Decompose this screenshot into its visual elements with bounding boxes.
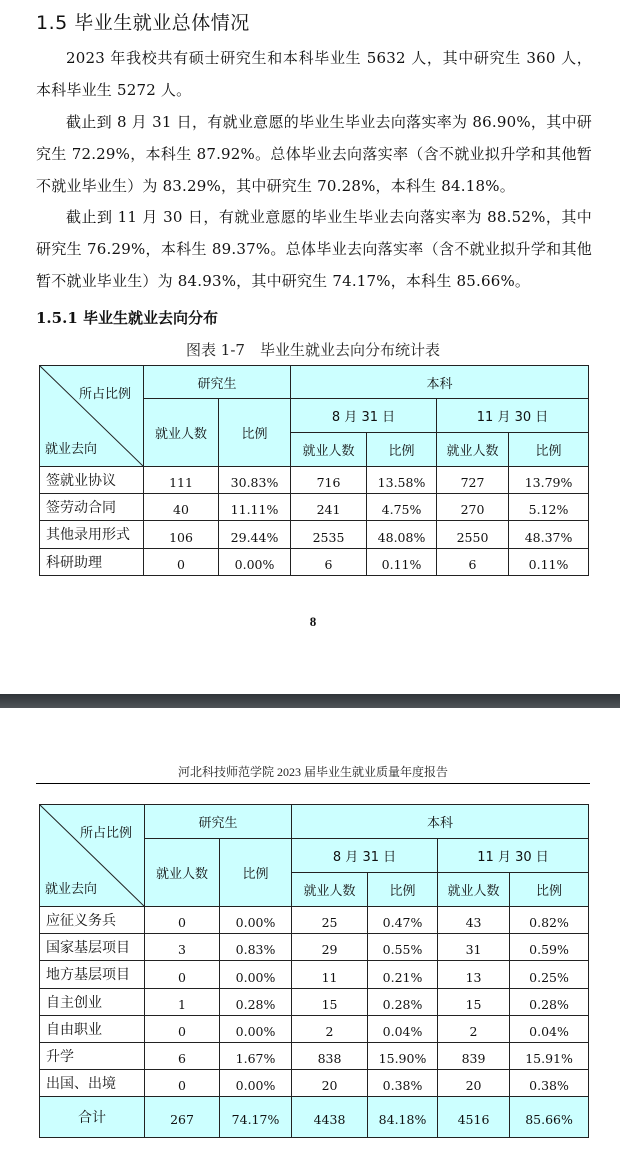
aug-count: 25 — [292, 907, 368, 934]
row-label: 自由职业 — [40, 1016, 145, 1043]
employment-destination-table-2 — [39, 804, 589, 1138]
page-divider — [0, 694, 620, 708]
nov-count: 15 — [438, 989, 510, 1016]
grad-count: 40 — [144, 494, 219, 521]
table-row — [40, 934, 589, 961]
nov-ratio: 0.04% — [510, 1016, 589, 1043]
table-row — [40, 549, 589, 576]
table-row — [40, 1016, 589, 1043]
header-date-aug31: 8 月 31 日 — [291, 399, 437, 433]
table-row — [40, 961, 589, 989]
nov-count: 13 — [438, 961, 510, 989]
header-nov-count: 就业人数 — [437, 433, 509, 467]
paragraph-aug31: 截止到 8 月 31 日，有就业意愿的毕业生毕业去向落实率为 86.90%，其中研究生 72.29%，本科生 87.92%。总体毕业去向落实率（含不就业拟升学和其他暂不就业毕业生）为 83.29%，其中研究生 70.28%，本科生 84.18%。 — [36, 113, 592, 195]
corner-ratio-label: 所占比例 — [78, 387, 131, 402]
table-row — [40, 1070, 589, 1097]
nov-ratio: 0.82% — [510, 907, 589, 934]
nov-ratio: 5.12% — [509, 494, 589, 521]
table-row — [40, 467, 589, 494]
grad-ratio: 0.00% — [220, 1016, 292, 1043]
nov-ratio: 0.11% — [509, 549, 589, 576]
grad-count: 0 — [145, 1016, 220, 1043]
total-label: 合计 — [40, 1097, 145, 1138]
nov-count: 6 — [437, 549, 509, 576]
total-nov-count: 4516 — [438, 1097, 510, 1138]
grad-count: 3 — [145, 934, 220, 961]
header-grad-ratio: 比例 — [220, 839, 292, 907]
nov-ratio: 0.59% — [510, 934, 589, 961]
corner-ratio-label: 所占比例 — [79, 826, 132, 841]
grad-ratio: 0.28% — [220, 989, 292, 1016]
header-aug-ratio: 比例 — [368, 873, 438, 907]
employment-destination-table-1 — [39, 365, 589, 576]
grad-count: 1 — [145, 989, 220, 1016]
aug-ratio: 4.75% — [367, 494, 437, 521]
total-grad-ratio: 74.17% — [220, 1097, 292, 1138]
nov-ratio: 0.28% — [510, 989, 589, 1016]
total-grad-count: 267 — [145, 1097, 220, 1138]
grad-ratio: 1.67% — [220, 1043, 292, 1070]
nov-count: 20 — [438, 1070, 510, 1097]
grad-ratio: 0.00% — [220, 1070, 292, 1097]
aug-ratio: 15.90% — [368, 1043, 438, 1070]
grad-count: 0 — [145, 961, 220, 989]
grad-count: 6 — [145, 1043, 220, 1070]
grad-count: 0 — [145, 1070, 220, 1097]
aug-count: 838 — [292, 1043, 368, 1070]
table-caption: 图表 1-7 毕业生就业去向分布统计表 — [186, 341, 440, 359]
page-number: 8 — [309, 614, 317, 629]
row-label: 其他录用形式 — [40, 521, 144, 549]
nov-count: 2 — [438, 1016, 510, 1043]
aug-count: 15 — [292, 989, 368, 1016]
row-label: 自主创业 — [40, 989, 145, 1016]
grad-count: 0 — [145, 907, 220, 934]
total-aug-count: 4438 — [292, 1097, 368, 1138]
grad-ratio: 0.00% — [219, 549, 291, 576]
table-row — [40, 521, 589, 549]
table-row — [40, 494, 589, 521]
group-header-grad: 研究生 — [145, 805, 292, 839]
aug-ratio: 0.21% — [368, 961, 438, 989]
aug-count: 2535 — [291, 521, 367, 549]
grad-count: 106 — [144, 521, 219, 549]
row-label: 出国、出境 — [40, 1070, 145, 1097]
header-grad-ratio: 比例 — [219, 399, 291, 467]
row-label: 签劳动合同 — [40, 494, 144, 521]
aug-ratio: 48.08% — [367, 521, 437, 549]
aug-ratio: 0.28% — [368, 989, 438, 1016]
paragraph-nov30: 截止到 11 月 30 日，有就业意愿的毕业生毕业去向落实率为 88.52%，其中研究生 76.29%，本科生 89.37%。总体毕业去向落实率（含不就业拟升学和其他暂不就业毕业生）为 84.93%，其中研究生 74.17%，本科生 85.66%。 — [36, 208, 592, 290]
grad-ratio: 30.83% — [219, 467, 291, 494]
aug-count: 29 — [292, 934, 368, 961]
row-label: 签就业协议 — [40, 467, 144, 494]
header-nov-ratio: 比例 — [509, 433, 589, 467]
nov-count: 270 — [437, 494, 509, 521]
grad-ratio: 29.44% — [219, 521, 291, 549]
header-aug-ratio: 比例 — [367, 433, 437, 467]
total-aug-ratio: 84.18% — [368, 1097, 438, 1138]
nov-ratio: 48.37% — [509, 521, 589, 549]
total-nov-ratio: 85.66% — [510, 1097, 589, 1138]
table-row — [40, 907, 589, 934]
row-label: 升学 — [40, 1043, 145, 1070]
paragraph-totals: 2023 年我校共有硕士研究生和本科毕业生 5632 人，其中研究生 360 人，本科毕业生 5272 人。 — [36, 49, 592, 99]
nov-count: 43 — [438, 907, 510, 934]
grad-ratio: 11.11% — [219, 494, 291, 521]
section-heading: 1.5 毕业生就业总体情况 — [36, 12, 250, 34]
table-row — [40, 1043, 589, 1070]
nov-count: 2550 — [437, 521, 509, 549]
group-header-undergrad: 本科 — [292, 805, 589, 839]
nov-count: 31 — [438, 934, 510, 961]
aug-ratio: 0.11% — [367, 549, 437, 576]
header-nov-ratio: 比例 — [510, 873, 589, 907]
aug-ratio: 0.38% — [368, 1070, 438, 1097]
header-grad-count: 就业人数 — [144, 399, 219, 467]
header-nov-count: 就业人数 — [438, 873, 510, 907]
nov-ratio: 15.91% — [510, 1043, 589, 1070]
diagonal-corner-header — [40, 805, 145, 907]
grad-ratio: 0.00% — [220, 961, 292, 989]
grad-ratio: 0.00% — [220, 907, 292, 934]
row-label: 国家基层项目 — [40, 934, 145, 961]
nov-ratio: 13.79% — [509, 467, 589, 494]
subsection-heading: 1.5.1 毕业生就业去向分布 — [36, 309, 218, 327]
nov-ratio: 0.38% — [510, 1070, 589, 1097]
header-date-aug31: 8 月 31 日 — [292, 839, 438, 873]
header-aug-count: 就业人数 — [292, 873, 368, 907]
row-label: 应征义务兵 — [40, 907, 145, 934]
grad-count: 0 — [144, 549, 219, 576]
table-row — [40, 989, 589, 1016]
aug-count: 716 — [291, 467, 367, 494]
diagonal-corner-header — [40, 366, 144, 467]
corner-destination-label: 就业去向 — [45, 442, 98, 457]
running-header: 河北科技师范学院 2023 届毕业生就业质量年度报告 — [36, 763, 590, 784]
aug-ratio: 13.58% — [367, 467, 437, 494]
row-label: 科研助理 — [40, 549, 144, 576]
aug-count: 2 — [292, 1016, 368, 1043]
row-label: 地方基层项目 — [40, 961, 145, 989]
aug-count: 241 — [291, 494, 367, 521]
aug-ratio: 0.47% — [368, 907, 438, 934]
nov-count: 727 — [437, 467, 509, 494]
aug-count: 20 — [292, 1070, 368, 1097]
group-header-undergrad: 本科 — [291, 366, 589, 399]
grad-count: 111 — [144, 467, 219, 494]
nov-count: 839 — [438, 1043, 510, 1070]
aug-ratio: 0.55% — [368, 934, 438, 961]
group-header-grad: 研究生 — [144, 366, 291, 399]
aug-count: 6 — [291, 549, 367, 576]
header-date-nov30: 11 月 30 日 — [438, 839, 589, 873]
header-aug-count: 就业人数 — [291, 433, 367, 467]
aug-count: 11 — [292, 961, 368, 989]
grad-ratio: 0.83% — [220, 934, 292, 961]
corner-destination-label: 就业去向 — [45, 882, 98, 897]
nov-ratio: 0.25% — [510, 961, 589, 989]
aug-ratio: 0.04% — [368, 1016, 438, 1043]
header-date-nov30: 11 月 30 日 — [437, 399, 589, 433]
table-total-row — [40, 1097, 589, 1138]
header-grad-count: 就业人数 — [145, 839, 220, 907]
